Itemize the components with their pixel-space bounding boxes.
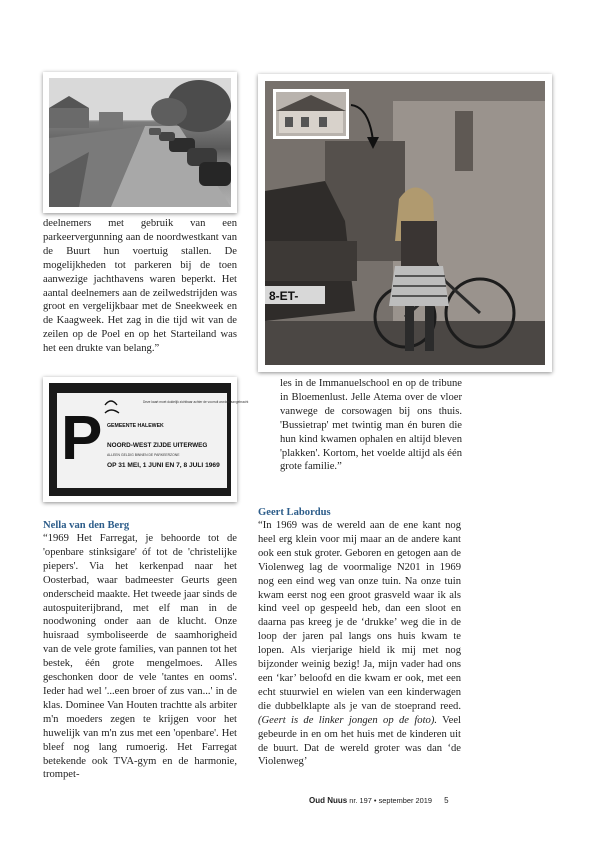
paragraph-nella: “1969 Het Farregat, je behoorde tot de 'openbare stinksigare' óf tot de 'christelijke piepers'. Via het kerkenpad naar het Oosterbad, waar badmeester Geurts geen onderscheid maakte. Het tweede jaar sinds de autospuiterijbrand, met elf man in de noodwoning onder aan de klucht. Onze huisraad symboliseerde de saamhorigheid van de vele grote families, van pannen tot het bestek, één grote mengelmoes. Alles geschonken door de vele 'tantes en ooms'. Ieder had wel '...een broer of zus van...' in de klas. Dominee Van Houten trachtte als arbiter m'n moeders zegen te krijgen voor het huwelijk van m'n zus met een 'openbare'. Het bleef nog lang rumoerig. Het Farregat betekende ook TVA-gym en de harmonie, trompet- — [43, 533, 237, 781]
paragraph-nella-continued: les in de Immanuelschool en op de tribune in Bloemenlust. Jelle Atema over de vloer vanwege de corsowagen bij ons thuis. 'Bussietrap' met twintig man én buren die hun kind kwamen ophalen en altijd bleven 'plakken'. Kortom, het voelde altijd als één grote familie.” — [280, 378, 462, 473]
permit-municipality: GEMEENTE HALEWEK — [107, 423, 164, 429]
street-photo-image — [49, 78, 231, 207]
permit-small-line: ALLEEN GELDIG BINNEN DE PARKEERZONE — [107, 453, 180, 457]
paragraph-geert — [258, 519, 461, 769]
parking-permit-image — [49, 383, 249, 496]
issue-info: nr. 197 • september 2019 — [349, 796, 432, 805]
article-text-continued — [43, 217, 237, 356]
geert-text-after: Veel gebeurde in en om het huis met de kinderen uit de buurt. Dat de wereld groter was dan ‘de Violenweg’ — [258, 714, 461, 768]
permit-dates: OP 31 MEI, 1 JUNI EN 7, 8 JULI 1969 — [107, 462, 220, 469]
permit-zone: NOORD-WEST ZIJDE UITERWEG — [107, 442, 208, 449]
photo-parking-permit — [43, 377, 249, 502]
geert-photo-caption: (Geert is de linker jongen op de foto). — [258, 714, 437, 726]
paragraph-parking: deelnemers met gebruik van een parkeervergunning aan de noordwestkant van de Buurt hun voertuig stallen. De mogelijkheden tot parkeren bij de toen aanwezige jachthavens waren beperkt. Het aantal deelnemers aan de zeilwedstrijden was groot en vergelijkbaar met de Sneekweek en de Kaagweek. Het zag in die tijd wit van de zeilen op de Poel en op het Starteiland was het een drukte van belang.” — [43, 218, 237, 355]
street-photo-drawing — [49, 78, 231, 207]
girl-bicycle-photo-drawing — [265, 81, 545, 365]
article-text-nella-continued — [280, 377, 462, 474]
heading-nella-van-den-berg: Nella van den Berg — [43, 520, 130, 531]
heading-geert-labordus: Geert Labordus — [258, 507, 331, 518]
permit-letter-p: P — [61, 404, 103, 473]
page-footer — [309, 796, 449, 805]
geert-text-before: “In 1969 was de wereld aan de ene kant nog heel erg klein voor mij maar an de andere kant ook een stuk groter. Geboren en getogen aan de Violenweg lag de voormalige N201 in 1969 nog een eind weg van onze tuin. Na onze tuin kwam eerst nog een groot grasveld waar ik als kind veel op gespeeld heb, dan een sloot en daarna pas kreeg je de ‘drukke’ weg die in de loop der jaren pal langs ons huis kwam te lopen. Als vierjarige hield ik mij met nog bijzonder weinig bezig! Ja, mijn vader had ons een ‘kar’ beloofd en die kwam er ook, met een echt stuurwiel en wielen van een kinderwagen die dubbelklapte als je van de stoeprand reed. — [258, 520, 461, 712]
article-text-geert — [258, 519, 461, 769]
parking-permit-drawing — [49, 383, 249, 496]
photo-girl-with-bicycle — [258, 74, 552, 372]
license-plate-text: 8-ET- — [269, 289, 299, 303]
girl-bicycle-photo-image — [265, 81, 545, 365]
photo-street-parked-cars — [43, 72, 237, 213]
article-text-nella — [43, 532, 237, 782]
publication-name: Oud Nuus — [309, 796, 348, 805]
permit-info: Deze kaart moet duidelijk zichtbaar achter de voorruit worden aangebracht — [143, 400, 249, 404]
page-number: 5 — [444, 796, 449, 805]
